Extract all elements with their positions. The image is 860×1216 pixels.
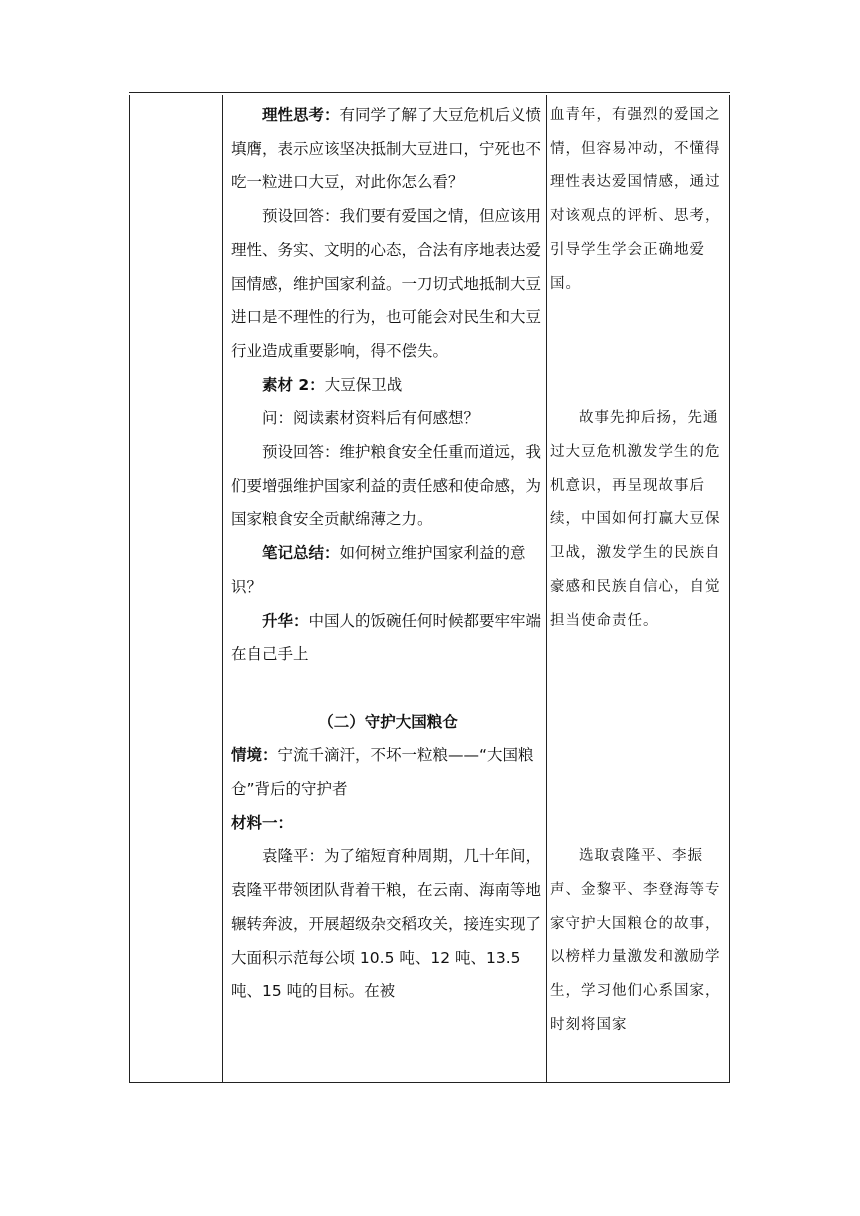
material-2-paragraph	[231, 369, 545, 403]
teaching-process-column	[231, 99, 545, 1009]
notes-summary-label: 笔记总结：	[262, 544, 340, 563]
spacer	[550, 739, 730, 773]
spacer	[550, 335, 730, 369]
spacer	[550, 706, 730, 740]
spacer	[550, 301, 730, 335]
scenario-label: 情境：	[231, 746, 278, 765]
blank-line	[231, 672, 545, 706]
header-rule	[129, 92, 730, 93]
design-note-3: 选取袁隆平、李振声、金黎平、李登海等专家守护大国粮仓的故事，以榜样力量激发和激励学生，学习他们心系国家，时刻将国家	[550, 848, 721, 1033]
design-intent-column	[550, 99, 730, 1043]
material-2-label: 素材 2：	[262, 375, 325, 394]
rational-thinking-label: 理性思考：	[262, 106, 340, 124]
spacer	[550, 773, 730, 807]
column-divider-1	[222, 95, 223, 1082]
preset-answer-1: 预设回答：我们要有爱国之情，但应该用理性、务实、文明的心态，合法有序地表达爱国情感，维护国家利益。一刀切式地抵制大豆进口是不理性的行为，也可能会对民生和大豆行业造成重要影响，得不偿失。	[231, 207, 542, 360]
question-paragraph: 问：阅读素材资料后有何感想？	[262, 409, 480, 428]
sublimation-text: 中国人的饭碗任何时候都要牢牢端在自己手上	[231, 611, 542, 664]
preset-answer-2: 预设回答：维护粮食安全任重而道远，我们要增强维护国家利益的责任感和使命感，为国家粮食安全贡献绵薄之力。	[231, 443, 542, 529]
design-note-2: 故事先抑后扬，先通过大豆危机激发学生的危机意识，再呈现故事后续，中国如何打赢大豆保卫战，激发学生的民族自豪感和民族自信心，自觉担当使命责任。	[550, 410, 721, 629]
spacer	[550, 807, 730, 841]
sublimation-paragraph	[231, 605, 545, 672]
rational-thinking-paragraph	[231, 99, 545, 200]
scenario-paragraph	[231, 739, 545, 806]
section-title: （二）守护大国粮仓	[318, 712, 458, 731]
spacer	[550, 638, 730, 672]
material-2-text: 大豆保卫战	[324, 375, 403, 394]
design-note-1: 血青年，有强烈的爱国之情，但容易冲动，不懂得理性表达爱国情感，通过对该观点的评析、思考，引导学生学会正确地爱国。	[550, 107, 721, 292]
notes-summary-text: 如何树立维护国家利益的意识？	[231, 544, 526, 596]
spacer	[550, 672, 730, 706]
material-1-label: 材料一：	[231, 813, 294, 832]
lesson-plan-table	[129, 95, 730, 1083]
yuan-longping-paragraph: 袁隆平：为了缩短育种周期，几十年间，袁隆平带领团队背着干粮，在云南、海南等地辗转奔波，开展超级杂交稻攻关，接连实现了大面积示范每公顷 10.5 吨、12 吨、13.5 吨、15 吨的目标。在被	[231, 847, 542, 1001]
column-divider-2	[546, 95, 547, 1082]
sublimation-label: 升华：	[262, 611, 309, 630]
scenario-text: 宁流千滴汗，不坏一粒粮——“大国粮仓”背后的守护者	[231, 746, 534, 799]
rational-thinking-text: 有同学了解了大豆危机后义愤填膺，表示应该坚决抵制大豆进口，宁死也不吃一粒进口大豆，对此你怎么看？	[231, 106, 542, 192]
notes-summary-paragraph	[231, 537, 545, 604]
spacer	[550, 369, 730, 403]
